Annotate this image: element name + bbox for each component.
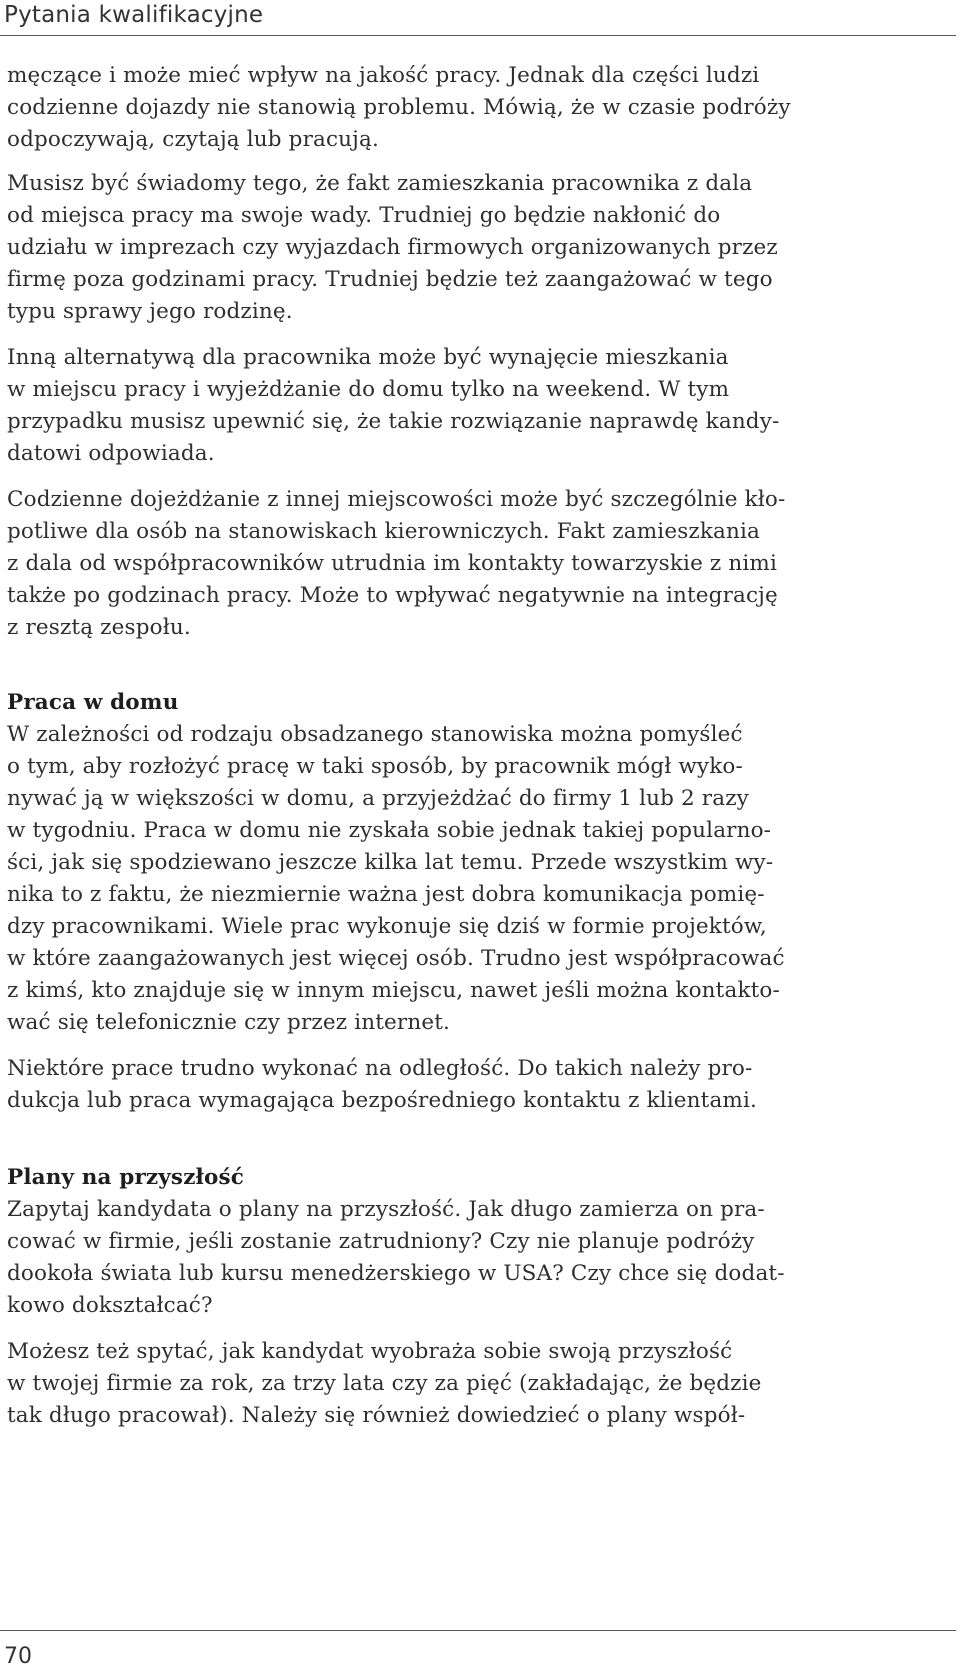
section-heading: Plany na przyszłość	[7, 1165, 244, 1190]
body-line: typu sprawy jego rodzinę.	[7, 299, 293, 324]
body-line: udziału w imprezach czy wyjazdach firmowych organizowanych przez	[7, 235, 778, 260]
body-line: potliwe dla osób na stanowiskach kierowniczych. Fakt zamieszkania	[7, 519, 760, 544]
body-line: z dala od współpracowników utrudnia im kontakty towarzyskie z nimi	[7, 551, 777, 576]
body-line: Inną alternatywą dla pracownika może być wynajęcie mieszkania	[7, 345, 729, 370]
body-line: przypadku musisz upewnić się, że takie rozwiązanie naprawdę kandy-	[7, 409, 780, 434]
body-line: w miejscu pracy i wyjeżdżanie do domu tylko na weekend. W tym	[7, 377, 730, 402]
body-line: nywać ją w większości w domu, a przyjeżdżać do firmy 1 lub 2 razy	[7, 786, 749, 811]
body-line: codzienne dojazdy nie stanowią problemu. Mówią, że w czasie podróży	[7, 95, 791, 120]
body-line: Musisz być świadomy tego, że fakt zamieszkania pracownika z dala	[7, 171, 753, 196]
body-line: odpoczywają, czytają lub pracują.	[7, 127, 379, 152]
body-line: w które zaangażowanych jest więcej osób. Trudno jest współpracować	[7, 946, 785, 971]
body-line: nika to z faktu, że niezmiernie ważna jest dobra komunikacja pomię-	[7, 882, 765, 907]
running-header-title: Pytania kwalifikacyjne	[4, 2, 264, 28]
footer-divider	[0, 1630, 956, 1631]
body-line: także po godzinach pracy. Może to wpływać negatywnie na integrację	[7, 583, 778, 608]
body-line: cować w firmie, jeśli zostanie zatrudniony? Czy nie planuje podróży	[7, 1229, 755, 1254]
body-line: kowo dokształcać?	[7, 1293, 213, 1318]
body-line: Codzienne dojeżdżanie z innej miejscowości może być szczególnie kło-	[7, 487, 786, 512]
body-line: dookoła świata lub kursu menedżerskiego w USA? Czy chce się dodat-	[7, 1261, 785, 1286]
body-line: męczące i może mieć wpływ na jakość pracy. Jednak dla części ludzi	[7, 63, 760, 88]
body-line: Zapytaj kandydata o plany na przyszłość. Jak długo zamierza on pra-	[7, 1197, 765, 1222]
body-line: wać się telefonicznie czy przez internet.	[7, 1010, 450, 1035]
body-line: w twojej firmie za rok, za trzy lata czy za pięć (zakładając, że będzie	[7, 1371, 762, 1396]
body-line: z resztą zespołu.	[7, 615, 191, 640]
body-line: ści, jak się spodziewano jeszcze kilka lat temu. Przede wszystkim wy-	[7, 850, 774, 875]
body-line: w tygodniu. Praca w domu nie zyskała sobie jednak takiej popularno-	[7, 818, 772, 843]
body-line: dukcja lub praca wymagająca bezpośredniego kontaktu z klientami.	[7, 1088, 757, 1113]
body-line: firmę poza godzinami pracy. Trudniej będzie też zaangażować w tego	[7, 267, 773, 292]
body-line: W zależności od rodzaju obsadzanego stanowiska można pomyśleć	[7, 722, 743, 747]
body-line: Możesz też spytać, jak kandydat wyobraża sobie swoją przyszłość	[7, 1339, 733, 1364]
body-line: od miejsca pracy ma swoje wady. Trudniej go będzie nakłonić do	[7, 203, 721, 228]
body-line: datowi odpowiada.	[7, 441, 215, 466]
body-line: tak długo pracował). Należy się również dowiedzieć o plany współ-	[7, 1403, 746, 1428]
page-number: 70	[4, 1644, 32, 1669]
body-line: dzy pracownikami. Wiele prac wykonuje się dziś w formie projektów,	[7, 914, 767, 939]
running-header	[0, 0, 956, 36]
body-line: Niektóre prace trudno wykonać na odległość. Do takich należy pro-	[7, 1056, 753, 1081]
section-heading: Praca w domu	[7, 690, 179, 715]
body-line: z kimś, kto znajduje się w innym miejscu, nawet jeśli można kontakto-	[7, 978, 780, 1003]
body-line: o tym, aby rozłożyć pracę w taki sposób, by pracownik mógł wyko-	[7, 754, 743, 779]
